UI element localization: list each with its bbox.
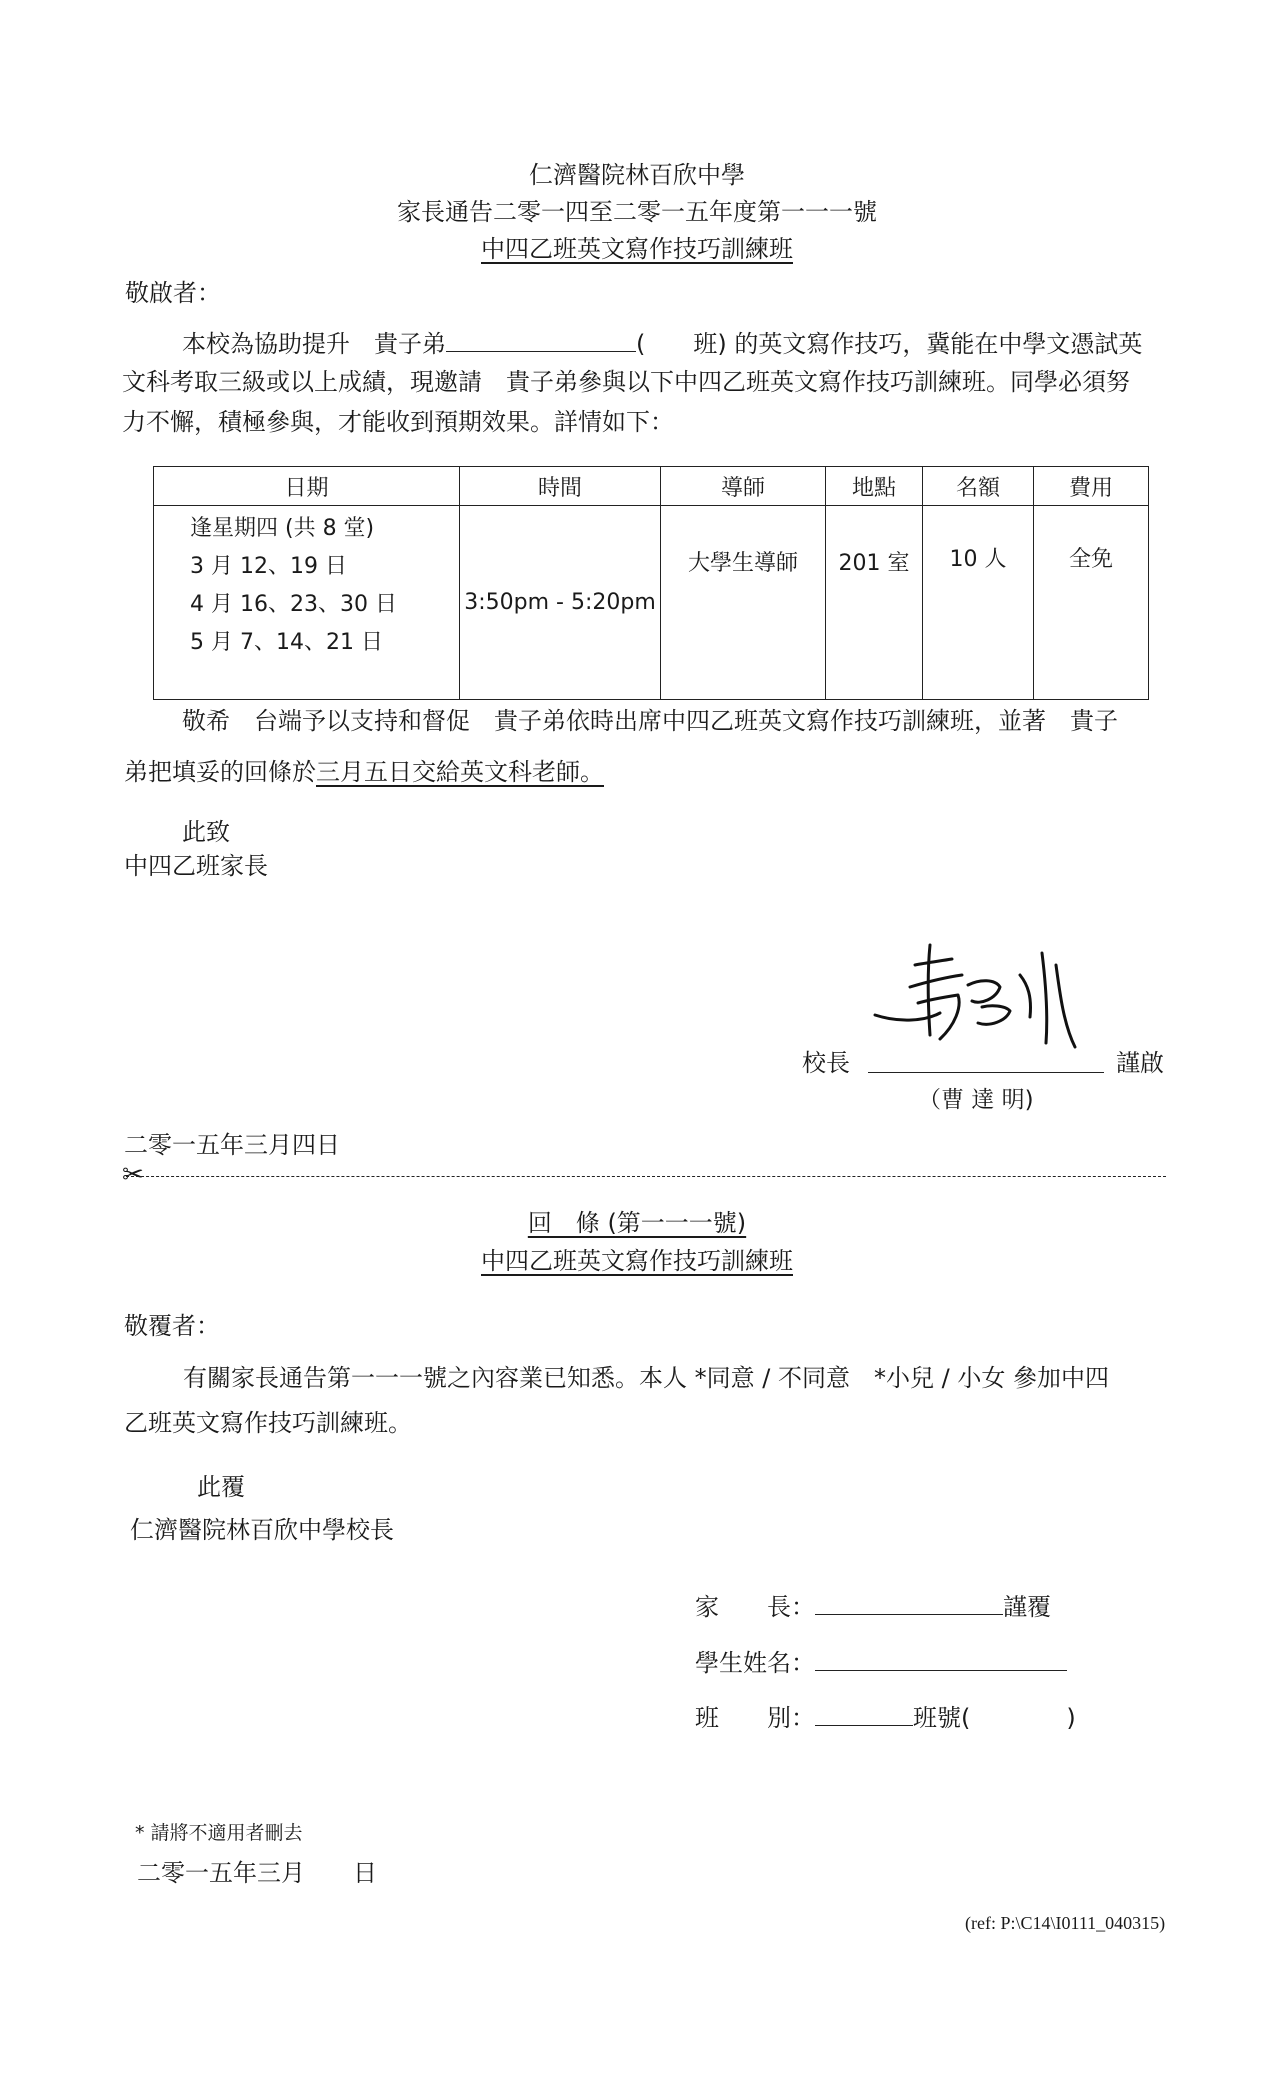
student-name-blank: [446, 331, 636, 352]
header-date: 日期: [154, 467, 460, 506]
parent-label: 家 長：: [695, 1593, 815, 1621]
schedule-table: [153, 466, 1149, 700]
reference-code: (ref: P:\C14\I0111_040315): [965, 1913, 1166, 1933]
date-line: 逢星期四 (共 8 堂): [190, 516, 375, 541]
footnote: * 請將不適用者刪去: [135, 1822, 303, 1844]
quota-cell: 10 人: [923, 506, 1034, 700]
paragraph-1-line-3: 力不懈，積極參與，才能收到預期效果。詳情如下：: [122, 408, 674, 436]
paragraph-2-line-2: 弟把填妥的回條於三月五日交給英文科老師。: [124, 758, 604, 786]
parent-field: [695, 1587, 1051, 1622]
notice-number: 家長通告二零一四至二零一五年度第一一一號: [397, 198, 877, 226]
reply-body-line-2: 乙班英文寫作技巧訓練班。: [124, 1409, 412, 1437]
signature-line: [868, 1072, 1104, 1073]
letter-date: 二零一五年三月四日: [124, 1131, 340, 1159]
school-name: 仁濟醫院林百欣中學: [529, 161, 745, 189]
class-field: [695, 1698, 1076, 1733]
scissors-icon: ✂: [122, 1160, 144, 1190]
principal-name: （曹 達 明): [918, 1087, 1034, 1113]
cut-line: [126, 1176, 1166, 1177]
parent-suffix: 謹覆: [1003, 1593, 1051, 1621]
class-blank: [815, 1705, 913, 1726]
date-line: 4 月 16、23、30 日: [190, 592, 397, 617]
closing: 此致: [182, 818, 230, 846]
deadline: 三月五日交給英文科老師。: [316, 758, 604, 786]
student-label: 學生姓名：: [695, 1649, 815, 1677]
header-venue: 地點: [826, 467, 923, 506]
header-quota: 名額: [923, 467, 1034, 506]
paragraph-1-line-1: 本校為協助提升 貴子弟 ( 班) 的英文寫作技巧，冀能在中學文憑試英: [182, 330, 1143, 358]
reply-addressee: 仁濟醫院林百欣中學校長: [130, 1516, 394, 1544]
reply-title: 回 條 (第一一一號): [527, 1209, 747, 1237]
time-cell: 3:50pm - 5:20pm: [460, 506, 661, 700]
reply-closing: 此覆: [197, 1473, 245, 1501]
schedule-header-row: [154, 467, 1149, 506]
dates-cell: [154, 506, 460, 700]
class-label: 班 別：: [695, 1704, 815, 1732]
parent-signature-blank: [815, 1594, 1003, 1615]
date-line: 5 月 7、14、21 日: [190, 630, 383, 655]
reply-body-line-1: 有關家長通告第一一一號之內容業已知悉。本人 *同意 / 不同意 *小兒 / 小女 參加中四: [183, 1364, 1109, 1392]
date-line: 3 月 12、19 日: [190, 554, 347, 579]
header-tutor: 導師: [661, 467, 826, 506]
schedule-row: [154, 506, 1149, 700]
venue-cell: 201 室: [826, 506, 923, 700]
addressee: 中四乙班家長: [124, 852, 268, 880]
sign-suffix: 謹啟: [1116, 1049, 1164, 1077]
reply-subtitle: 中四乙班英文寫作技巧訓練班: [481, 1247, 793, 1275]
header-time: 時間: [460, 467, 661, 506]
student-field: [695, 1643, 1067, 1678]
reply-date: 二零一五年三月 日: [137, 1859, 377, 1887]
header-fee: 費用: [1034, 467, 1149, 506]
fee-cell: 全免: [1034, 506, 1149, 700]
paragraph-2-line-1: 敬希 台端予以支持和督促 貴子弟依時出席中四乙班英文寫作技巧訓練班，並著 貴子: [182, 707, 1118, 735]
signature: [870, 935, 1100, 1055]
student-name-field-blank: [815, 1650, 1067, 1671]
sign-prefix: 校長: [802, 1049, 850, 1077]
class-number: 班號( ): [913, 1704, 1076, 1732]
tutor-cell: 大學生導師: [661, 506, 826, 700]
paragraph-1-line-2: 文科考取三級或以上成績，現邀請 貴子弟參與以下中四乙班英文寫作技巧訓練班。同學必須努: [122, 368, 1130, 396]
salutation: 敬啟者：: [125, 279, 221, 307]
notice-title: 中四乙班英文寫作技巧訓練班: [481, 235, 793, 263]
reply-salutation: 敬覆者：: [124, 1312, 220, 1340]
